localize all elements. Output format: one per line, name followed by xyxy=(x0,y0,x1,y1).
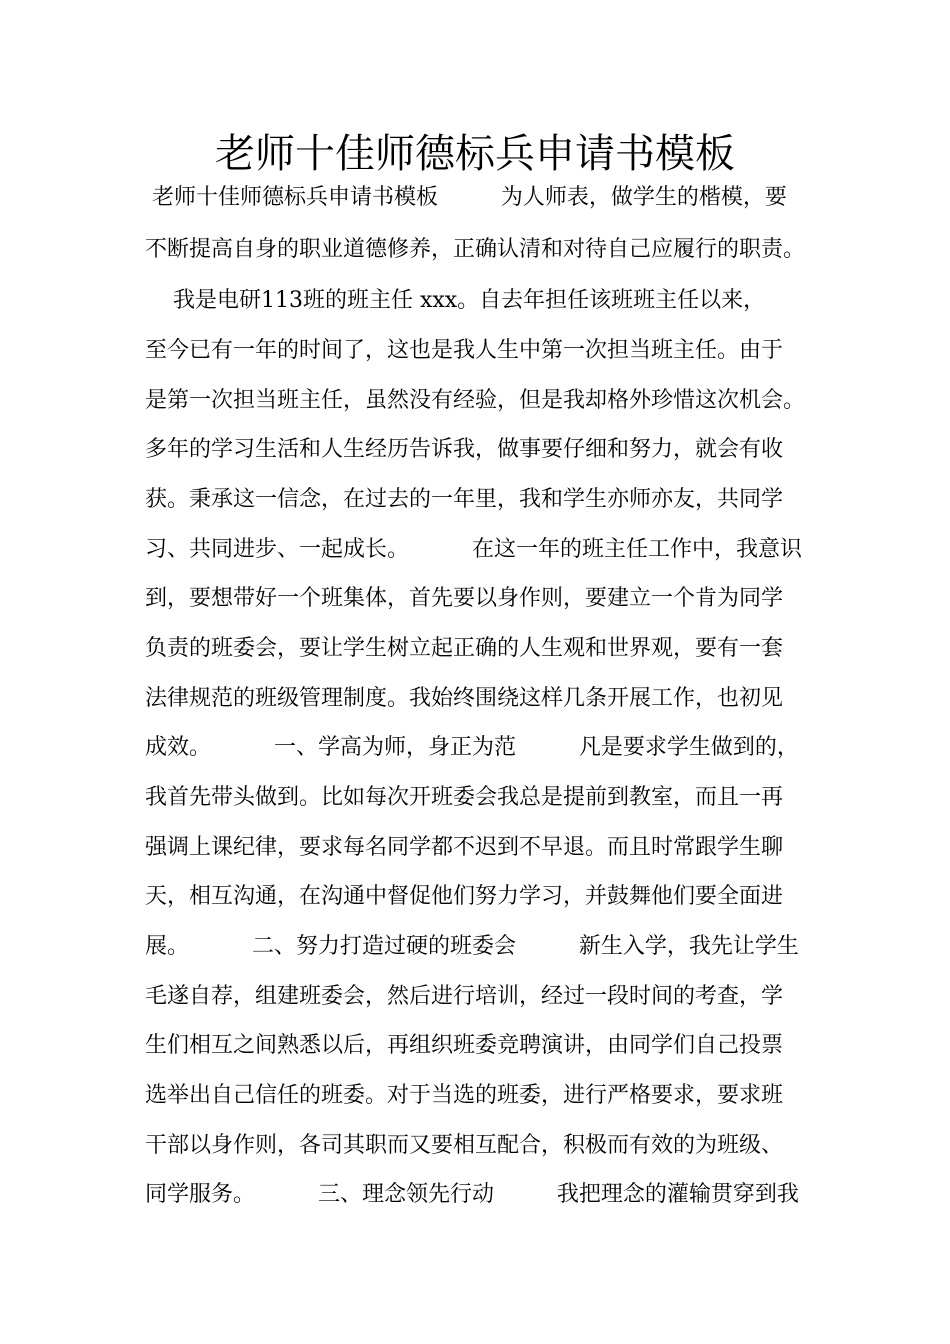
body-line-20: 干部以身作则，各司其职而又要相互配合，积极而有效的为班级、 xyxy=(145,1133,784,1158)
body-line-8: 习、共同进步、一起成长。 在这一年的班主任工作中，我意识 xyxy=(145,537,802,562)
body-line-13: 我首先带头做到。比如每次开班委会我总是提前到教室，而且一再 xyxy=(145,785,784,810)
body-line-14: 强调上课纪律，要求每名同学都不迟到不早退。而且时常跟学生聊 xyxy=(145,835,784,860)
body-line-17: 毛遂自荐，组建班委会，然后进行培训，经过一段时间的考查，学 xyxy=(145,984,784,1009)
body-line-1: 老师十佳师德标兵申请书模板 为人师表，做学生的楷模，要 xyxy=(145,185,787,210)
body-line-21: 同学服务。 三、理念领先行动 我把理念的灌输贯穿到我 xyxy=(145,1182,799,1207)
body-line-2: 不断提高自身的职业道德修养，正确认清和对待自己应履行的职责。 xyxy=(145,237,806,262)
body-line-6: 多年的学习生活和人生经历告诉我，做事要仔细和努力，就会有收 xyxy=(145,437,784,462)
document-title: 老师十佳师德标兵申请书模板 xyxy=(215,131,735,177)
body-line-12: 成效。 一、学高为师，身正为范 凡是要求学生做到的， xyxy=(145,735,799,760)
body-line-7: 获。秉承这一信念，在过去的一年里，我和学生亦师亦友，共同学 xyxy=(145,487,784,512)
body-line-15: 天，相互沟通，在沟通中督促他们努力学习，并鼓舞他们要全面进 xyxy=(145,884,784,909)
body-line-19: 选举出自己信任的班委。对于当选的班委，进行严格要求，要求班 xyxy=(145,1083,784,1108)
body-line-11: 法律规范的班级管理制度。我始终围绕这样几条开展工作，也初见 xyxy=(145,686,784,711)
body-line-18: 生们相互之间熟悉以后，再组织班委竞聘演讲，由同学们自己投票 xyxy=(145,1033,784,1058)
body-line-4: 至今已有一年的时间了，这也是我人生中第一次担当班主任。由于 xyxy=(145,338,784,363)
body-line-3: 我是电研113班的班主任 xxx。自去年担任该班班主任以来， xyxy=(145,288,766,313)
body-line-5: 是第一次担当班主任，虽然没有经验，但是我却格外珍惜这次机会。 xyxy=(145,388,806,413)
body-line-9: 到，要想带好一个班集体，首先要以身作则，要建立一个肯为同学 xyxy=(145,586,784,611)
body-line-16: 展。 二、努力打造过硬的班委会 新生入学，我先让学生 xyxy=(145,934,799,959)
body-line-10: 负责的班委会，要让学生树立起正确的人生观和世界观，要有一套 xyxy=(145,636,784,661)
